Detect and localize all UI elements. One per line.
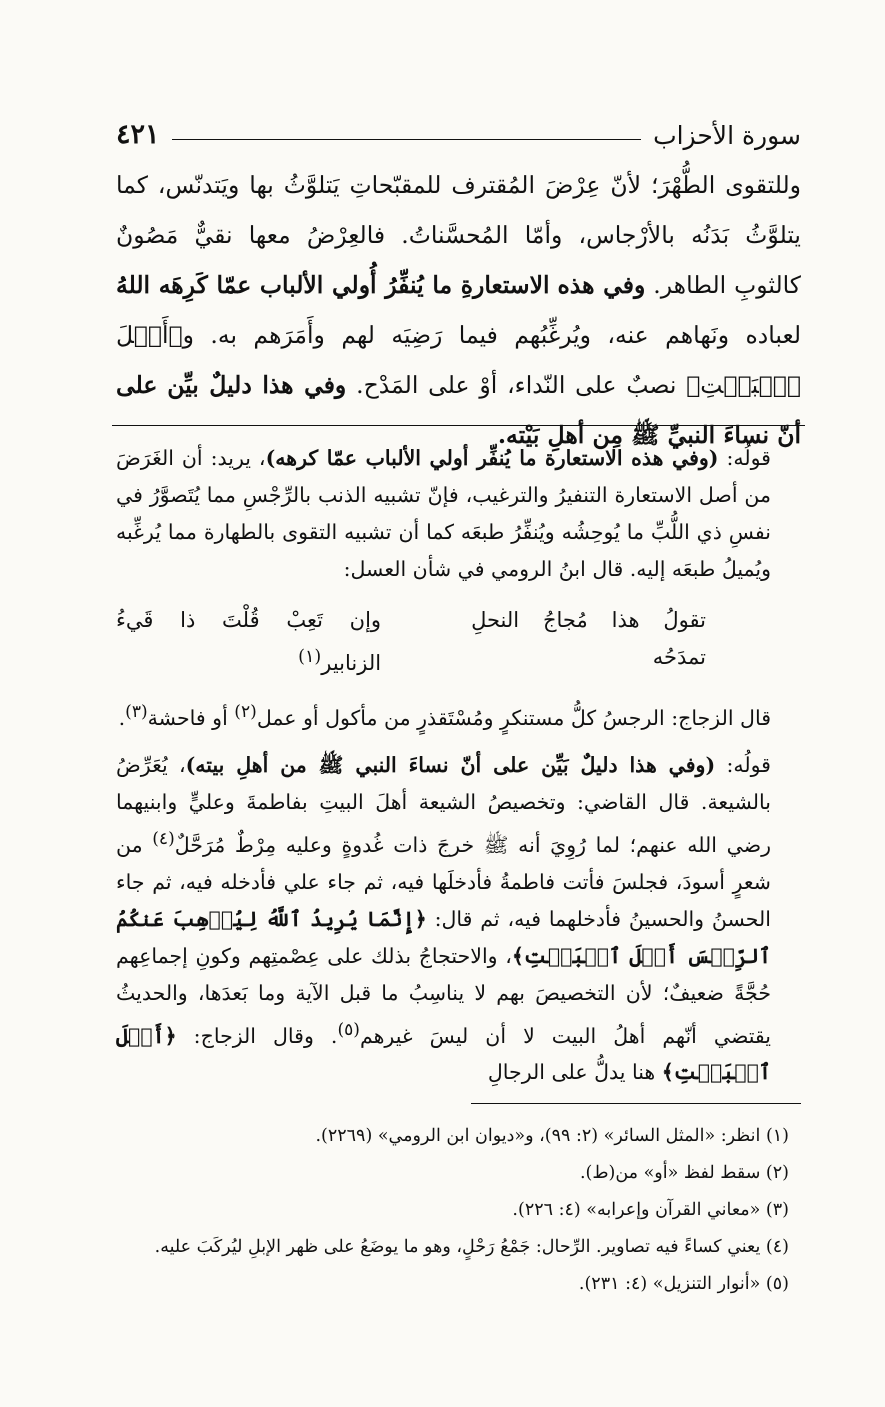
quran-phrase: ﴿أَهۡلَ ٱلۡبَيۡتِ﴾: [116, 1023, 771, 1085]
main-paragraph: [116, 160, 801, 460]
footnote: (٤) يعني كساءً فيه تصاوير. الرِّحال: جَمْعُ رَحْلٍ، وهو ما يوضَعُ على ظهر الإبلِ ليُركَبَ عليه.: [154, 1237, 789, 1257]
main-line-2-bold: وفي هذه: [557, 271, 646, 299]
p3-quote: (وفي هذا دليلٌ بَيِّن على أنّ نساءَ النبي ﷺ من أهلِ بيته): [185, 752, 716, 777]
running-title: سورة الأحزاب: [653, 121, 801, 150]
main-line-4: لهم وأَمَرَهم به. و﴿أَهۡلَ ٱلۡبَيۡتِ﴾ نصبٌ على النّداء، أوْ على المَدْح.: [116, 321, 801, 399]
main-line-5-bold: على أنّ نساءَ النبيِّ ﷺ مِن أهلِ بَيْته.: [116, 371, 801, 449]
footnote-marker-4: (٤): [152, 828, 175, 849]
p3-part-4: . وقال الزجاج:: [176, 1023, 338, 1048]
footnote-marker-2: (٢): [234, 702, 257, 722]
footnote-marker-1: (١): [298, 647, 322, 667]
footnote: (٢) سقط لفظ «أو» من(ط).: [579, 1163, 789, 1183]
footnote-marker-5: (٥): [337, 1019, 360, 1040]
main-text: [116, 160, 801, 460]
main-line-1: وللتقوى الطُّهْرَ؛ لأنّ عِرْضَ المُقترف للمقبّحاتِ يَتلوَّثُ بها ويَتدنّس، كما يتلوَّثُ بَدَنُه: [116, 171, 801, 249]
main-line-3: لعباده ونَهاهم عنه، ويُرغِّبُهم فيما رَضِيَه: [391, 321, 801, 349]
commentary-paragraph-1: [116, 440, 801, 588]
p1-prefix: قولُه:: [726, 446, 771, 470]
p3-part-3: ، والاحتجاجُ بذلك على عِصْمتِهم وكونِ إجماعِهم حُجَّةً ضعيفٌ؛ لأن التخصيصَ بهم لا يناسِبُ ما قبل الآية وما بَعدَها، والحديثُ يقتضي أنّهم أهلُ البيت لا أن ليسَ غيرهم: [116, 943, 772, 1048]
p1-quote: (وفي هذه الاستعارة ما يُنفِّر أولي الألباب عمّا كرهه): [265, 446, 719, 470]
p3-part-5: هنا يدلُّ على الرجالِ: [487, 1060, 662, 1085]
main-line-2: بالأرْجاس، وأمّا المُحسَّناتُ. فالعِرْضُ معها نقيٌّ مَصُونٌ كالثوبِ الطاهر.: [116, 221, 801, 299]
quran-verse: ﴿إِنَّمَا يُرِيدُ ٱللَّهُ لِيُذۡهِبَ عَنكُمُ ٱلرِّجۡسَ أَهۡلَ ٱلۡبَيۡتِ﴾: [116, 906, 771, 968]
p3-part-2: من شعرٍ أسودَ، فجلسَ فأتت فاطمةُ فأدخلَها فيه، ثم جاء علي فأدخله فيه، ثم جاء الحسنُ والحسينُ فأدخلهما فيه، ثم قال:: [116, 832, 771, 931]
main-line-3-bold: الاستعارةِ ما يُنفِّرُ أُولي الألباب عمّا كَرِهَه اللهُ: [116, 271, 550, 299]
commentary-paragraph-2: [116, 694, 801, 737]
footnote: (٥) «أنوار التنزيل» (٤: ٢٣١).: [578, 1274, 789, 1294]
footnote-marker-3: (٣): [125, 702, 148, 722]
footnotes: [116, 1118, 789, 1303]
footnote: (١) انظر: «المثل السائر» (٢: ٩٩)، و«ديوان ابن الرومي» (٢٢٦٩).: [315, 1126, 789, 1146]
p3-prefix: قولُه:: [726, 752, 771, 777]
p3-part-1: ، يُعَرِّضُ بالشيعة. قال القاضي: وتخصيصُ الشيعة أهلَ البيتِ بفاطمةَ وعليٍّ وابنيهما رضي الله عنهم؛ لما رُوِيَ أنه ﷺ خرجَ ذات غُدوةٍ وعليه مِرْطٌ مُرَحَّلٌ: [116, 752, 771, 857]
commentary: [116, 440, 801, 1091]
main-line-4-bold: وفي هذا دليلٌ بيِّن: [167, 371, 347, 399]
page-number: ٤٢١: [116, 119, 160, 150]
commentary-paragraph-3: [116, 747, 801, 1092]
section-divider: [112, 425, 805, 426]
p2-end: .: [118, 705, 126, 730]
p2-text: قال الزجاج: الرجسُ كلُّ مستنكرٍ ومُسْتَقذرٍ من مأكول أو عمل: [256, 705, 771, 730]
footnote-rule: [471, 1103, 801, 1104]
poetry-verse: [116, 602, 801, 682]
verse-hemistich-2: وإن تَعِبْ قُلْتَ ذا قَيءُ الزنابير: [116, 608, 382, 675]
p1-rest: ، يريد: أن الغَرَضَ من أصل الاستعارة التنفيرُ والترغيب، فإنّ تشبيه الذنب بالرِّجْسِ مما يُتَصوَّرُ في نفسِ ذي اللُّبِّ ما يُوحِشُه ويُنفِّرُ طبعَه كما أن تشبيه التقوى بالطهارة مما يُرغِّبه ويُميلُ طبعَه إليه. قال ابنُ الرومي في شأن العسل:: [116, 446, 771, 581]
p2-mid: أو فاحشة: [147, 705, 235, 730]
page-header: [116, 106, 801, 150]
header-rule: [172, 139, 642, 140]
footnote: (٣) «معاني القرآن وإعرابه» (٤: ٢٢٦).: [512, 1200, 789, 1220]
verse-hemistich-1: تقولُ هذا مُجاجُ النحلِ تمدَحُه: [471, 608, 706, 669]
